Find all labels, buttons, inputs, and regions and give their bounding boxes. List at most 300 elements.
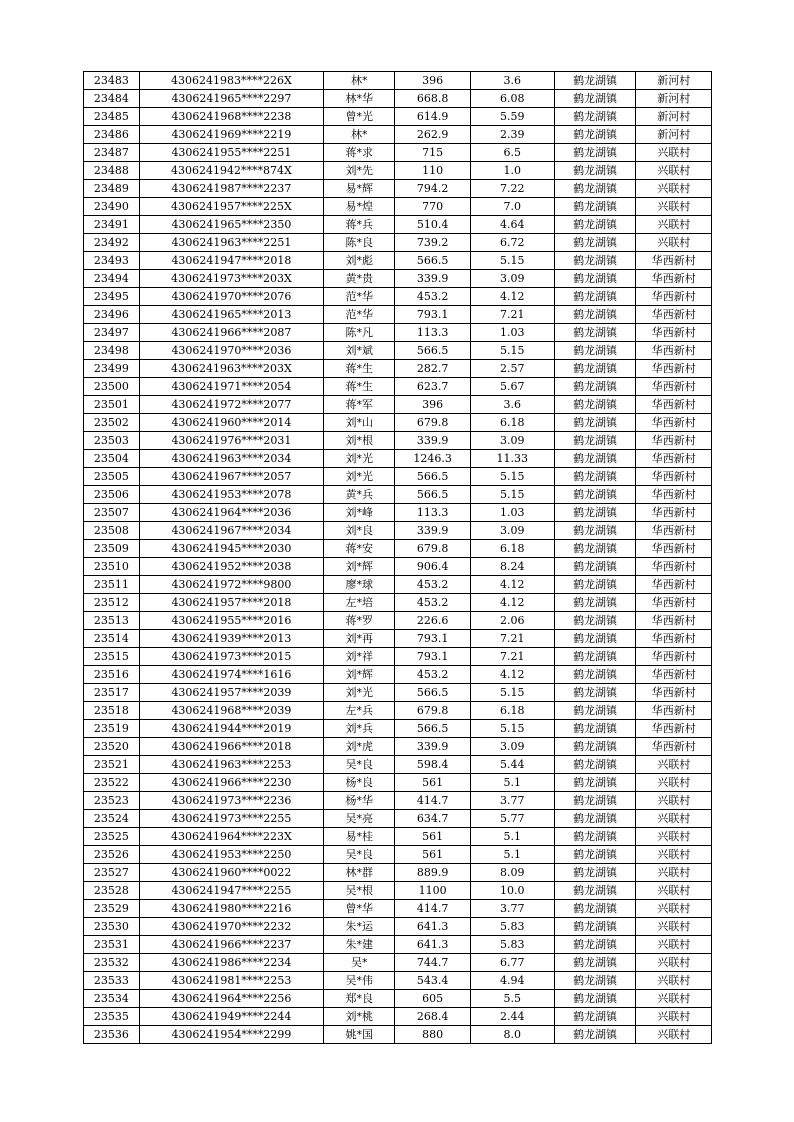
village-cell: 华西新村	[636, 342, 712, 360]
amount-cell: 543.4	[395, 972, 471, 990]
person-name-cell: 林*华	[324, 90, 395, 108]
village-cell: 兴联村	[636, 216, 712, 234]
person-name-cell: 朱*建	[324, 936, 395, 954]
table-row	[84, 540, 712, 558]
id-number-cell: 4306241965****2297	[139, 90, 323, 108]
id-number-cell: 4306241952****2038	[139, 558, 323, 576]
id-number-cell: 4306241974****1616	[139, 666, 323, 684]
area-cell: 6.08	[470, 90, 554, 108]
table-row	[84, 846, 712, 864]
area-cell: 7.22	[470, 180, 554, 198]
area-cell: 5.15	[470, 252, 554, 270]
town-cell: 鹤龙湖镇	[554, 234, 636, 252]
area-cell: 5.5	[470, 990, 554, 1008]
village-cell: 兴联村	[636, 198, 712, 216]
id-number-cell: 4306241973****2015	[139, 648, 323, 666]
area-cell: 6.18	[470, 702, 554, 720]
person-name-cell: 左*培	[324, 594, 395, 612]
village-cell: 兴联村	[636, 990, 712, 1008]
town-cell: 鹤龙湖镇	[554, 918, 636, 936]
village-cell: 华西新村	[636, 558, 712, 576]
town-cell: 鹤龙湖镇	[554, 882, 636, 900]
table-row	[84, 882, 712, 900]
town-cell: 鹤龙湖镇	[554, 108, 636, 126]
amount-cell: 561	[395, 846, 471, 864]
row-number-cell: 23513	[84, 612, 140, 630]
id-number-cell: 4306241945****2030	[139, 540, 323, 558]
row-number-cell: 23534	[84, 990, 140, 1008]
amount-cell: 679.8	[395, 702, 471, 720]
town-cell: 鹤龙湖镇	[554, 612, 636, 630]
id-number-cell: 4306241987****2237	[139, 180, 323, 198]
town-cell: 鹤龙湖镇	[554, 504, 636, 522]
village-cell: 华西新村	[636, 576, 712, 594]
area-cell: 5.1	[470, 774, 554, 792]
row-number-cell: 23497	[84, 324, 140, 342]
area-cell: 2.57	[470, 360, 554, 378]
area-cell: 5.15	[470, 342, 554, 360]
row-number-cell: 23533	[84, 972, 140, 990]
town-cell: 鹤龙湖镇	[554, 90, 636, 108]
amount-cell: 605	[395, 990, 471, 1008]
row-number-cell: 23509	[84, 540, 140, 558]
table-body	[84, 72, 712, 1044]
town-cell: 鹤龙湖镇	[554, 774, 636, 792]
village-cell: 华西新村	[636, 252, 712, 270]
id-number-cell: 4306241973****2236	[139, 792, 323, 810]
town-cell: 鹤龙湖镇	[554, 630, 636, 648]
table-row	[84, 504, 712, 522]
town-cell: 鹤龙湖镇	[554, 270, 636, 288]
area-cell: 5.15	[470, 468, 554, 486]
amount-cell: 453.2	[395, 666, 471, 684]
village-cell: 华西新村	[636, 324, 712, 342]
village-cell: 华西新村	[636, 486, 712, 504]
person-name-cell: 陈*凡	[324, 324, 395, 342]
area-cell: 8.0	[470, 1026, 554, 1044]
id-number-cell: 4306241965****2013	[139, 306, 323, 324]
row-number-cell: 23486	[84, 126, 140, 144]
area-cell: 2.44	[470, 1008, 554, 1026]
amount-cell: 906.4	[395, 558, 471, 576]
person-name-cell: 陈*良	[324, 234, 395, 252]
row-number-cell: 23511	[84, 576, 140, 594]
area-cell: 1.03	[470, 324, 554, 342]
person-name-cell: 吴*良	[324, 756, 395, 774]
row-number-cell: 23491	[84, 216, 140, 234]
row-number-cell: 23488	[84, 162, 140, 180]
amount-cell: 598.4	[395, 756, 471, 774]
village-cell: 新河村	[636, 108, 712, 126]
id-number-cell: 4306241939****2013	[139, 630, 323, 648]
person-name-cell: 刘*光	[324, 468, 395, 486]
row-number-cell: 23490	[84, 198, 140, 216]
area-cell: 8.09	[470, 864, 554, 882]
town-cell: 鹤龙湖镇	[554, 162, 636, 180]
area-cell: 2.06	[470, 612, 554, 630]
town-cell: 鹤龙湖镇	[554, 414, 636, 432]
person-name-cell: 吴*	[324, 954, 395, 972]
area-cell: 4.94	[470, 972, 554, 990]
id-number-cell: 4306241986****2234	[139, 954, 323, 972]
person-name-cell: 蒋*兵	[324, 216, 395, 234]
id-number-cell: 4306241963****2251	[139, 234, 323, 252]
table-row	[84, 90, 712, 108]
town-cell: 鹤龙湖镇	[554, 144, 636, 162]
table-row	[84, 486, 712, 504]
id-number-cell: 4306241963****2253	[139, 756, 323, 774]
amount-cell: 566.5	[395, 342, 471, 360]
person-name-cell: 黄*贵	[324, 270, 395, 288]
data-table	[83, 71, 712, 1044]
area-cell: 5.67	[470, 378, 554, 396]
row-number-cell: 23520	[84, 738, 140, 756]
table-row	[84, 864, 712, 882]
area-cell: 6.18	[470, 540, 554, 558]
town-cell: 鹤龙湖镇	[554, 702, 636, 720]
amount-cell: 566.5	[395, 720, 471, 738]
row-number-cell: 23524	[84, 810, 140, 828]
id-number-cell: 4306241953****2078	[139, 486, 323, 504]
area-cell: 5.1	[470, 846, 554, 864]
village-cell: 华西新村	[636, 720, 712, 738]
table-row	[84, 972, 712, 990]
row-number-cell: 23496	[84, 306, 140, 324]
village-cell: 兴联村	[636, 936, 712, 954]
table-row	[84, 162, 712, 180]
row-number-cell: 23512	[84, 594, 140, 612]
row-number-cell: 23494	[84, 270, 140, 288]
table-row	[84, 648, 712, 666]
person-name-cell: 易*桂	[324, 828, 395, 846]
id-number-cell: 4306241969****2219	[139, 126, 323, 144]
table-row	[84, 180, 712, 198]
row-number-cell: 23519	[84, 720, 140, 738]
id-number-cell: 4306241981****2253	[139, 972, 323, 990]
row-number-cell: 23527	[84, 864, 140, 882]
area-cell: 2.39	[470, 126, 554, 144]
person-name-cell: 刘*虎	[324, 738, 395, 756]
area-cell: 3.09	[470, 522, 554, 540]
row-number-cell: 23525	[84, 828, 140, 846]
area-cell: 3.09	[470, 270, 554, 288]
id-number-cell: 4306241968****2238	[139, 108, 323, 126]
village-cell: 华西新村	[636, 738, 712, 756]
village-cell: 华西新村	[636, 684, 712, 702]
village-cell: 兴联村	[636, 918, 712, 936]
town-cell: 鹤龙湖镇	[554, 180, 636, 198]
area-cell: 5.77	[470, 810, 554, 828]
amount-cell: 268.4	[395, 1008, 471, 1026]
amount-cell: 715	[395, 144, 471, 162]
amount-cell: 679.8	[395, 414, 471, 432]
village-cell: 华西新村	[636, 612, 712, 630]
id-number-cell: 4306241964****2256	[139, 990, 323, 1008]
village-cell: 华西新村	[636, 504, 712, 522]
table-row	[84, 900, 712, 918]
table-row	[84, 306, 712, 324]
table-row	[84, 990, 712, 1008]
id-number-cell: 4306241957****2039	[139, 684, 323, 702]
person-name-cell: 廖*球	[324, 576, 395, 594]
amount-cell: 453.2	[395, 594, 471, 612]
amount-cell: 339.9	[395, 522, 471, 540]
id-number-cell: 4306241966****2087	[139, 324, 323, 342]
village-cell: 华西新村	[636, 270, 712, 288]
table-row	[84, 954, 712, 972]
table-row	[84, 558, 712, 576]
table-row	[84, 360, 712, 378]
row-number-cell: 23530	[84, 918, 140, 936]
id-number-cell: 4306241967****2057	[139, 468, 323, 486]
table-row	[84, 216, 712, 234]
row-number-cell: 23503	[84, 432, 140, 450]
person-name-cell: 林*群	[324, 864, 395, 882]
area-cell: 7.21	[470, 630, 554, 648]
amount-cell: 1246.3	[395, 450, 471, 468]
person-name-cell: 蒋*罗	[324, 612, 395, 630]
area-cell: 5.15	[470, 486, 554, 504]
area-cell: 5.59	[470, 108, 554, 126]
table-row	[84, 252, 712, 270]
id-number-cell: 4306241965****2350	[139, 216, 323, 234]
amount-cell: 623.7	[395, 378, 471, 396]
area-cell: 6.72	[470, 234, 554, 252]
town-cell: 鹤龙湖镇	[554, 468, 636, 486]
village-cell: 华西新村	[636, 414, 712, 432]
id-number-cell: 4306241972****9800	[139, 576, 323, 594]
person-name-cell: 蒋*求	[324, 144, 395, 162]
amount-cell: 566.5	[395, 486, 471, 504]
town-cell: 鹤龙湖镇	[554, 792, 636, 810]
person-name-cell: 易*煌	[324, 198, 395, 216]
id-number-cell: 4306241947****2255	[139, 882, 323, 900]
row-number-cell: 23522	[84, 774, 140, 792]
row-number-cell: 23523	[84, 792, 140, 810]
row-number-cell: 23518	[84, 702, 140, 720]
amount-cell: 793.1	[395, 306, 471, 324]
id-number-cell: 4306241963****2034	[139, 450, 323, 468]
village-cell: 华西新村	[636, 306, 712, 324]
area-cell: 5.83	[470, 936, 554, 954]
id-number-cell: 4306241966****2237	[139, 936, 323, 954]
village-cell: 兴联村	[636, 792, 712, 810]
table-row	[84, 774, 712, 792]
area-cell: 3.6	[470, 396, 554, 414]
town-cell: 鹤龙湖镇	[554, 126, 636, 144]
person-name-cell: 蒋*军	[324, 396, 395, 414]
id-number-cell: 4306241963****203X	[139, 360, 323, 378]
row-number-cell: 23489	[84, 180, 140, 198]
area-cell: 3.09	[470, 738, 554, 756]
id-number-cell: 4306241954****2299	[139, 1026, 323, 1044]
town-cell: 鹤龙湖镇	[554, 432, 636, 450]
table-row	[84, 324, 712, 342]
amount-cell: 641.3	[395, 936, 471, 954]
amount-cell: 396	[395, 396, 471, 414]
village-cell: 华西新村	[636, 666, 712, 684]
amount-cell: 414.7	[395, 900, 471, 918]
row-number-cell: 23532	[84, 954, 140, 972]
area-cell: 8.24	[470, 558, 554, 576]
row-number-cell: 23510	[84, 558, 140, 576]
row-number-cell: 23529	[84, 900, 140, 918]
table-row	[84, 432, 712, 450]
table-row	[84, 792, 712, 810]
table-row	[84, 720, 712, 738]
person-name-cell: 刘*根	[324, 432, 395, 450]
id-number-cell: 4306241960****0022	[139, 864, 323, 882]
row-number-cell: 23502	[84, 414, 140, 432]
amount-cell: 113.3	[395, 324, 471, 342]
person-name-cell: 刘*桃	[324, 1008, 395, 1026]
town-cell: 鹤龙湖镇	[554, 360, 636, 378]
id-number-cell: 4306241971****2054	[139, 378, 323, 396]
person-name-cell: 刘*再	[324, 630, 395, 648]
amount-cell: 889.9	[395, 864, 471, 882]
amount-cell: 641.3	[395, 918, 471, 936]
table-row	[84, 378, 712, 396]
id-number-cell: 4306241947****2018	[139, 252, 323, 270]
id-number-cell: 4306241970****2076	[139, 288, 323, 306]
table-row	[84, 198, 712, 216]
row-number-cell: 23504	[84, 450, 140, 468]
id-number-cell: 4306241980****2216	[139, 900, 323, 918]
person-name-cell: 吴*伟	[324, 972, 395, 990]
town-cell: 鹤龙湖镇	[554, 1008, 636, 1026]
person-name-cell: 左*兵	[324, 702, 395, 720]
area-cell: 5.1	[470, 828, 554, 846]
town-cell: 鹤龙湖镇	[554, 342, 636, 360]
table-row	[84, 234, 712, 252]
area-cell: 5.44	[470, 756, 554, 774]
amount-cell: 794.2	[395, 180, 471, 198]
town-cell: 鹤龙湖镇	[554, 720, 636, 738]
area-cell: 7.0	[470, 198, 554, 216]
town-cell: 鹤龙湖镇	[554, 864, 636, 882]
person-name-cell: 刘*峰	[324, 504, 395, 522]
village-cell: 新河村	[636, 126, 712, 144]
amount-cell: 414.7	[395, 792, 471, 810]
person-name-cell: 郑*良	[324, 990, 395, 1008]
village-cell: 兴联村	[636, 1026, 712, 1044]
row-number-cell: 23508	[84, 522, 140, 540]
row-number-cell: 23507	[84, 504, 140, 522]
row-number-cell: 23487	[84, 144, 140, 162]
village-cell: 兴联村	[636, 846, 712, 864]
village-cell: 兴联村	[636, 864, 712, 882]
town-cell: 鹤龙湖镇	[554, 756, 636, 774]
town-cell: 鹤龙湖镇	[554, 396, 636, 414]
table-row	[84, 738, 712, 756]
person-name-cell: 刘*光	[324, 450, 395, 468]
table-row	[84, 396, 712, 414]
amount-cell: 668.8	[395, 90, 471, 108]
id-number-cell: 4306241957****2018	[139, 594, 323, 612]
table-row	[84, 936, 712, 954]
row-number-cell: 23505	[84, 468, 140, 486]
id-number-cell: 4306241976****2031	[139, 432, 323, 450]
id-number-cell: 4306241973****2255	[139, 810, 323, 828]
town-cell: 鹤龙湖镇	[554, 216, 636, 234]
table-row	[84, 702, 712, 720]
area-cell: 3.77	[470, 792, 554, 810]
row-number-cell: 23536	[84, 1026, 140, 1044]
amount-cell: 744.7	[395, 954, 471, 972]
table-row	[84, 72, 712, 90]
id-number-cell: 4306241967****2034	[139, 522, 323, 540]
id-number-cell: 4306241970****2232	[139, 918, 323, 936]
town-cell: 鹤龙湖镇	[554, 666, 636, 684]
town-cell: 鹤龙湖镇	[554, 288, 636, 306]
village-cell: 兴联村	[636, 900, 712, 918]
table-row	[84, 810, 712, 828]
table-row	[84, 342, 712, 360]
person-name-cell: 曾*华	[324, 900, 395, 918]
area-cell: 3.77	[470, 900, 554, 918]
person-name-cell: 吴*亮	[324, 810, 395, 828]
village-cell: 新河村	[636, 90, 712, 108]
town-cell: 鹤龙湖镇	[554, 522, 636, 540]
village-cell: 兴联村	[636, 972, 712, 990]
village-cell: 华西新村	[636, 450, 712, 468]
person-name-cell: 刘*辉	[324, 666, 395, 684]
amount-cell: 339.9	[395, 432, 471, 450]
table-row	[84, 594, 712, 612]
person-name-cell: 杨*良	[324, 774, 395, 792]
person-name-cell: 刘*祥	[324, 648, 395, 666]
area-cell: 4.12	[470, 576, 554, 594]
village-cell: 兴联村	[636, 828, 712, 846]
id-number-cell: 4306241964****223X	[139, 828, 323, 846]
town-cell: 鹤龙湖镇	[554, 306, 636, 324]
amount-cell: 566.5	[395, 468, 471, 486]
person-name-cell: 蒋*生	[324, 378, 395, 396]
village-cell: 兴联村	[636, 954, 712, 972]
person-name-cell: 易*辉	[324, 180, 395, 198]
amount-cell: 880	[395, 1026, 471, 1044]
amount-cell: 510.4	[395, 216, 471, 234]
town-cell: 鹤龙湖镇	[554, 576, 636, 594]
row-number-cell: 23500	[84, 378, 140, 396]
amount-cell: 1100	[395, 882, 471, 900]
person-name-cell: 吴*根	[324, 882, 395, 900]
person-name-cell: 林*	[324, 72, 395, 90]
row-number-cell: 23516	[84, 666, 140, 684]
amount-cell: 110	[395, 162, 471, 180]
row-number-cell: 23517	[84, 684, 140, 702]
village-cell: 新河村	[636, 72, 712, 90]
row-number-cell: 23492	[84, 234, 140, 252]
amount-cell: 453.2	[395, 576, 471, 594]
table-row	[84, 630, 712, 648]
table-row	[84, 522, 712, 540]
amount-cell: 679.8	[395, 540, 471, 558]
id-number-cell: 4306241944****2019	[139, 720, 323, 738]
person-name-cell: 吴*良	[324, 846, 395, 864]
amount-cell: 634.7	[395, 810, 471, 828]
town-cell: 鹤龙湖镇	[554, 648, 636, 666]
amount-cell: 339.9	[395, 738, 471, 756]
table-row	[84, 288, 712, 306]
area-cell: 1.03	[470, 504, 554, 522]
id-number-cell: 4306241966****2018	[139, 738, 323, 756]
village-cell: 兴联村	[636, 810, 712, 828]
person-name-cell: 朱*运	[324, 918, 395, 936]
id-number-cell: 4306241966****2230	[139, 774, 323, 792]
table-row	[84, 1008, 712, 1026]
person-name-cell: 林*	[324, 126, 395, 144]
